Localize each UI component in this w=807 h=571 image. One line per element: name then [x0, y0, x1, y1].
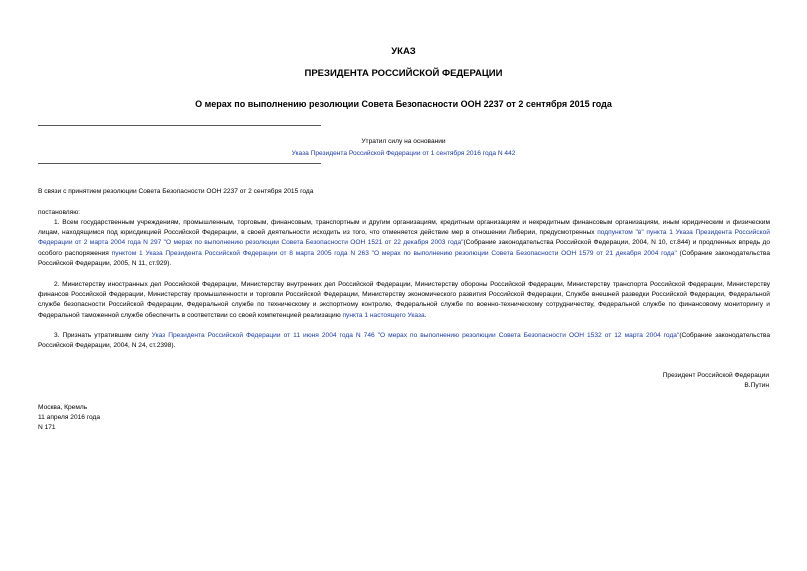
paragraph-3-text-b: (Собрание законодательства Российской Федерации, 2004, N 24, ст.2398). [38, 332, 771, 350]
paragraph-1-text-a: 1. Всем государственным учреждениям, промышленным, торговым, финансовым, транспортным и другим организациям, кредитным организациям и некредитным финансовым организациям, иным юридическим и физическим лицам, находящимся под юрисдикцией Российской Федерации, в своей деятельности исходить из того, что отменяется действие мер в отношении Либерии, предусмотренных [38, 219, 770, 237]
paragraph-2-text-a: 2. Министерству иностранных дел Российской Федерации, Министерству внутренних дел Российской Федерации, Министерству обороны Российской Федерации, Министерству транспорта Российской Федерации, Министерству финансов Российской Федерации, Министерству промышленности и торговли Российской Федерации, Министерству экономического развития Российской Федерации, Службе внешней разведки Российской Федерации, Федеральной службе безопасности Российской Федерации, Федеральной службе по техническому и экспортному контролю, Федеральной службе по военно-техническому сотрудничеству, Федеральной службе по финансовому мониторингу и Федеральной таможенной службе обеспечить в соответствии со своей компетенцией реализацию [38, 281, 770, 319]
divider-bottom [38, 163, 321, 164]
paragraph-2-text-b: . [424, 311, 427, 319]
paragraph-3 [38, 331, 770, 351]
paragraph-2-link-point-1[interactable]: пункта 1 настоящего Указа [342, 311, 425, 319]
status-note: Утратил силу на основании [361, 138, 446, 145]
status-link[interactable]: Указа Президента Российской Федерации от 1 сентября 2016 года N 442 [291, 150, 516, 157]
paragraph-1-link-decree-297[interactable]: подпунктом "в" пункта 1 Указа Президента Российской Федерации от 2 марта 2004 года N 297 "О мерах по выполнению резолюции Совета Безопасности ООН 1521 от 22 декабря 2003 года" [38, 229, 770, 247]
intro-text: В связи с принятием резолюции Совета Безопасности ООН 2237 от 2 сентября 2015 года [38, 188, 314, 195]
signature-name: В.Путин [744, 382, 769, 390]
signature-title: Президент Российской Федерации [662, 372, 769, 379]
status-link-wrap [0, 150, 807, 157]
resolve-word: постановляю: [38, 209, 81, 216]
paragraph-1-text-c: (Собрание законодательства Российской Федерации, 2005, N 11, ст.929). [38, 249, 770, 267]
document-title: УКАЗ [391, 46, 416, 57]
issue-details [38, 403, 100, 434]
paragraph-1-text-b: (Собрание законодательства Российской Федерации, 2004, N 10, ст.844) и продленных впредь до особого распоряжения [38, 239, 770, 257]
issue-date: 11 апреля 2016 года [38, 414, 101, 422]
issue-number: N 171 [38, 424, 56, 432]
document-issuer: ПРЕЗИДЕНТА РОССИЙСКОЙ ФЕДЕРАЦИИ [304, 68, 503, 79]
issue-place: Москва, Кремль [38, 404, 88, 411]
paragraph-1 [38, 218, 770, 269]
divider-top [38, 125, 321, 126]
paragraph-3-text-a: 3. Признать утратившим силу [54, 332, 152, 339]
paragraph-3-link-decree-746[interactable]: Указ Президента Российской Федерации от 11 июня 2004 года N 746 "О мерах по выполнению резолюции Совета Безопасности ООН 1532 от 12 марта 2004 года" [151, 332, 680, 339]
paragraph-2 [38, 280, 770, 321]
paragraph-1-link-decree-263[interactable]: пунктом 1 Указа Президента Российской Федерации от 8 марта 2005 года N 263 "О мерах по выполнению резолюции Совета Безопасности ООН 1579 от 21 декабря 2004 года" [111, 249, 677, 257]
signature-block [663, 371, 769, 391]
document-subject: О мерах по выполнению резолюции Совета Безопасности ООН 2237 от 2 сентября 2015 года [195, 99, 612, 109]
